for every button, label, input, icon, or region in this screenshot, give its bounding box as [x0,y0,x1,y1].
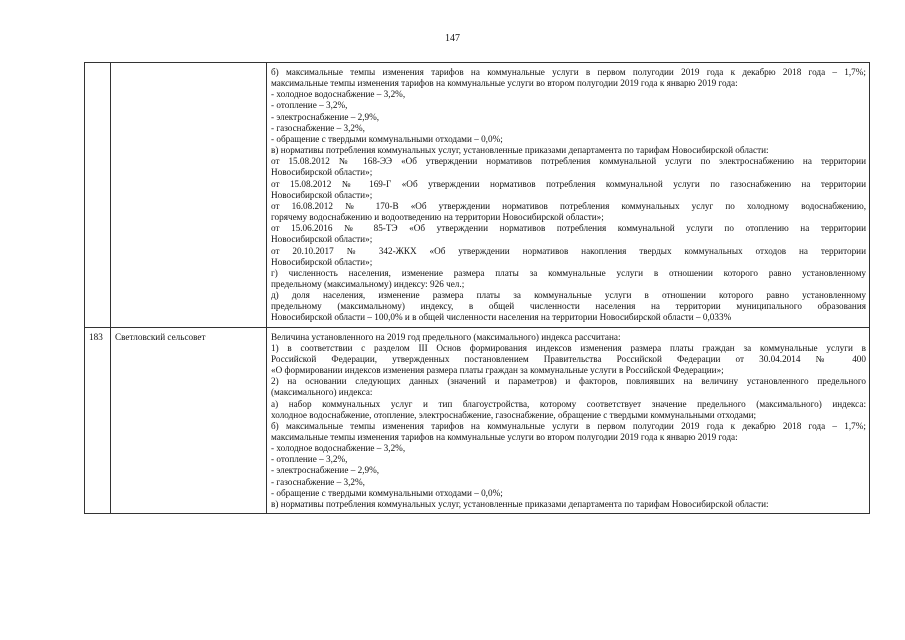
text-line: - электроснабжение – 2,9%, [271,111,380,122]
text-line: Российской Федерации, утвержденных постановлением Правительства Российской Федерации от 30.04.2014 № 400 [271,353,866,364]
row-description [267,327,870,514]
text-line: от 15.08.2012 № 169-Г «Об утверждении нормативов потребления коммунальной услуги по газоснабжению на территории [271,178,866,189]
text-line: - холодное водоснабжение – 3,2%, [271,89,406,100]
text-line: предельному (максимальному) индексу: 926 чел.; [271,278,465,289]
text-line: горячему водоснабжению и водоотведению на территории Новосибирской области»; [271,212,604,223]
text-line: в) нормативы потребления коммунальных услуг, установленные приказами департамента по тарифам Новосибирской области: [271,498,769,509]
text-line: Величина установленного на 2019 год предельного (максимального) индекса рассчитана: [271,331,621,342]
text-line: максимальные темпы изменения тарифов на коммунальные услуги во втором полугодии 2019 года к январю 2019 года: [271,432,738,442]
text-line: Новосибирской области»; [271,189,373,200]
municipality-name [111,63,267,328]
row-number [85,63,111,328]
text-line: Новосибирской области – 100,0% и в общей численности населения на территории Новосибирской области – 0,033% [271,312,732,323]
text-line: - газоснабжение – 3,2%, [271,476,365,487]
tariff-table [84,62,870,514]
text-line: Новосибирской области»; [271,256,373,267]
row-description [267,63,870,328]
text-line: - газоснабжение – 3,2%, [271,122,365,133]
text-line: от 20.10.2017 № 342-ЖКХ «Об утверждении нормативов накопления твердых коммунальных отходов на территории [271,245,866,256]
page-number: 147 [445,33,460,44]
text-line: б) максимальные темпы изменения тарифов на коммунальные услуги в первом полугодии 2019 года к декабрю 2018 года – 1,7%; [271,67,866,77]
text-line: 1) в соответствии с разделом III Основ формирования индексов изменения размера платы граждан за коммунальные услуги в [271,342,866,353]
text-line: (максимального) индекса: [271,387,373,398]
text-line: д) доля населения, изменение размера платы за коммунальные услуги в отношении которого равно установленному [271,290,866,301]
text-line: - холодное водоснабжение – 3,2%, [271,443,406,454]
text-line: г) численность населения, изменение размера платы за коммунальные услуги в отношении которого равно установленному [271,267,866,278]
table-row [85,63,870,328]
table-row [85,327,870,514]
text-line: холодное водоснабжение, отопление, электроснабжение, газоснабжение, обращение с твердыми коммунальными отходами; [271,409,757,420]
text-line: в) нормативы потребления коммунальных услуг, установленные приказами департамента по тарифам Новосибирской области: [271,145,769,156]
text-line: - обращение с твердыми коммунальными отходами – 0,0%; [271,133,503,144]
text-line: б) максимальные темпы изменения тарифов на коммунальные услуги в первом полугодии 2019 года к декабрю 2018 года – 1,7%; [271,420,866,431]
text-line: «О формировании индексов изменения размера платы граждан за коммунальные услуги в Российской Федерации»; [271,365,724,376]
text-line: - отопление – 3,2%, [271,454,348,465]
municipality-name: Светловский сельсовет [111,327,267,514]
text-line: от 16.08.2012 № 170-В «Об утверждении нормативов потребления коммунальных услуг по холодному водоснабжению, [271,200,866,211]
text-line: - обращение с твердыми коммунальными отходами – 0,0%; [271,487,503,498]
text-line: от 15.06.2016 № 85-ТЭ «Об утверждении нормативов потребления коммунальной услуги по отоплению на территории [271,223,866,234]
text-line: Новосибирской области»; [271,234,373,245]
text-line: - отопление – 3,2%, [271,100,348,111]
text-line: предельному (максимальному) индексу, в общей численности населения на территории муниципального образования [271,301,866,312]
row-number: 183 [85,327,111,514]
text-line: - электроснабжение – 2,9%, [271,465,380,476]
text-line: от 15.08.2012 № 168-ЭЭ «Об утверждении нормативов потребления коммунальной услуги по электроснабжению на территории [271,156,866,167]
text-line: максимальные темпы изменения тарифов на коммунальные услуги во втором полугодии 2019 года к январю 2019 года: [271,78,738,89]
text-line: а) набор коммунальных услуг и тип благоустройства, которому соответствует значение предельного (максимального) индекса: [271,398,866,409]
text-line: 2) на основании следующих данных (значений и параметров) и факторов, повлиявших на величину установленного предельного [271,376,866,387]
text-line: Новосибирской области»; [271,167,373,178]
